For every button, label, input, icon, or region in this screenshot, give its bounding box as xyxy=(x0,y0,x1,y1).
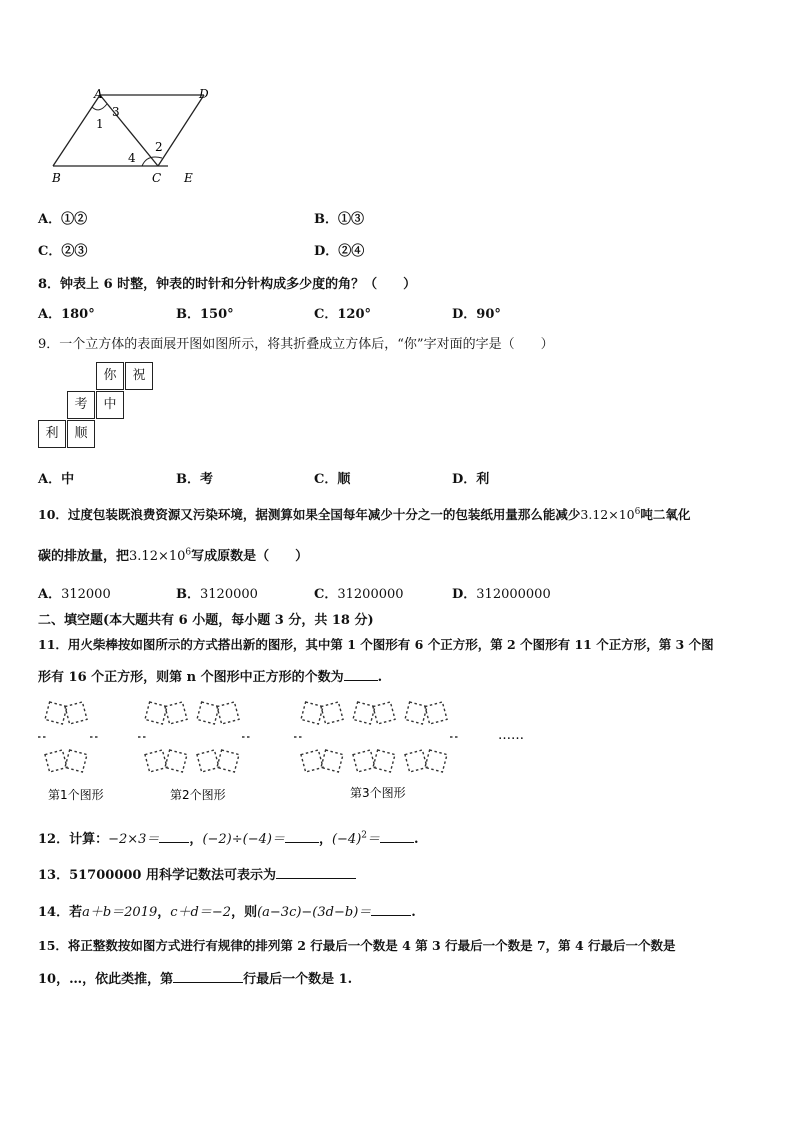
label-c: C xyxy=(152,171,162,185)
matchstick-figures xyxy=(34,693,534,805)
figures-ellipsis: …… xyxy=(498,728,524,743)
caption-figure-2: 第2个图形 xyxy=(170,788,226,802)
caption-figure-3: 第3个图形 xyxy=(350,786,406,800)
matchstick-square xyxy=(65,702,87,724)
q10-option-a[interactable]: A．312000 xyxy=(38,587,111,602)
matchstick-square xyxy=(197,702,219,724)
q14-line: 14．若a＋b＝2019，c＋d＝−2，则(a−3c)−(3d−b)＝ . xyxy=(38,905,416,920)
q12-blank-1[interactable] xyxy=(159,830,189,843)
matchstick-square xyxy=(301,750,323,772)
label-d: D xyxy=(199,87,209,101)
matchstick-square xyxy=(353,702,375,724)
q7-option-b[interactable]: B．①③ xyxy=(314,212,365,227)
matchstick-square xyxy=(45,750,67,772)
matchstick-square xyxy=(217,750,239,772)
angle-label-1: 1 xyxy=(96,117,104,131)
angle-label-4: 4 xyxy=(128,151,136,165)
matchstick-square xyxy=(45,702,67,724)
matchstick-square xyxy=(373,750,395,772)
q7-option-a[interactable]: A．①② xyxy=(38,212,88,227)
matchstick-square xyxy=(425,750,447,772)
matchstick-square xyxy=(301,702,323,724)
net-cell-shun: 顺 xyxy=(67,420,95,448)
q10-option-b[interactable]: B．3120000 xyxy=(176,587,258,602)
q7-option-c[interactable]: C．②③ xyxy=(38,244,88,259)
matchstick-square xyxy=(145,702,167,724)
matchstick-square xyxy=(373,702,395,724)
caption-figure-1: 第1个图形 xyxy=(48,788,104,802)
section-heading: 二、填空题(本大题共有 6 小题，每小题 3 分，共 18 分) xyxy=(38,613,374,628)
q12-blank-2[interactable] xyxy=(285,830,319,843)
matchstick-square xyxy=(197,750,219,772)
q12-line: 12．计算：−2×3＝ ，(−2)÷(−4)＝ ，$(-4)^2=$ . xyxy=(38,830,419,847)
net-cell-li: 利 xyxy=(38,420,66,448)
q9-option-a[interactable]: A．中 xyxy=(38,472,75,487)
q8-option-a[interactable]: A．180° xyxy=(38,307,95,322)
q10-option-d[interactable]: D．312000000 xyxy=(452,587,551,602)
matchstick-square xyxy=(145,750,167,772)
q13-blank[interactable] xyxy=(276,866,356,879)
q9-option-d[interactable]: D．利 xyxy=(452,472,490,487)
q7-option-d[interactable]: D．②④ xyxy=(314,244,365,259)
q9-stem: 9．一个立方体的表面展开图如图所示，将其折叠成立方体后，“你”字对面的字是（ ） xyxy=(38,337,554,352)
matchstick-square xyxy=(405,702,427,724)
q10-option-c[interactable]: C．31200000 xyxy=(314,587,404,602)
matchstick-square xyxy=(405,750,427,772)
q8-option-d[interactable]: D．90° xyxy=(452,307,501,322)
cube-net xyxy=(38,362,158,452)
label-a: A xyxy=(94,87,103,101)
matchstick-square xyxy=(425,702,447,724)
net-cell-zhong: 中 xyxy=(96,391,124,419)
matchstick-square xyxy=(165,702,187,724)
label-e: E xyxy=(184,171,193,185)
label-b: B xyxy=(52,171,61,185)
q15-stem-line1: 15．将正整数按如图方式进行有规律的排列第 2 行最后一个数是 4 第 3 行最后一个数是 7，第 4 行最后一个数是 xyxy=(38,938,676,953)
angle-label-2: 2 xyxy=(155,140,163,154)
parallelogram-figure xyxy=(44,84,224,188)
angle-label-3: 3 xyxy=(112,105,120,119)
net-cell-kao: 考 xyxy=(67,391,95,419)
matchstick-square xyxy=(217,702,239,724)
matchstick-square xyxy=(65,750,87,772)
q11-stem-line2: 形有 16 个正方形，则第 n 个图形中正方形的个数为 . xyxy=(38,670,383,685)
matchstick-square xyxy=(165,750,187,772)
matchstick-square xyxy=(353,750,375,772)
q14-blank[interactable] xyxy=(371,903,411,916)
q9-option-b[interactable]: B．考 xyxy=(176,472,214,487)
q8-stem: 8．钟表上 6 时整，钟表的时针和分针构成多少度的角？（ ） xyxy=(38,277,417,292)
q10-stem-line1: 10．过度包装既浪费资源又污染环境，据测算如果全国每年减少十分之一的包装纸用量那么能减少$3.12\times 10^6$吨二氧化 xyxy=(38,506,691,522)
q8-option-c[interactable]: C．120° xyxy=(314,307,371,322)
net-cell-ni: 你 xyxy=(96,362,124,390)
q11-stem-line1: 11．用火柴棒按如图所示的方式搭出新的图形，其中第 1 个图形有 6 个正方形，第 2 个图形有 11 个正方形，第 3 个图 xyxy=(38,637,714,652)
q9-option-c[interactable]: C．顺 xyxy=(314,472,351,487)
matchstick-square xyxy=(321,750,343,772)
q13-line: 13．51700000 用科学记数法可表示为 xyxy=(38,864,356,883)
q11-answer-blank[interactable] xyxy=(344,668,378,681)
q15-stem-line2: 10，…，依此类推，第 行最后一个数是 1. xyxy=(38,972,353,987)
q8-option-b[interactable]: B．150° xyxy=(176,307,234,322)
q15-blank[interactable] xyxy=(173,970,243,983)
matchstick-square xyxy=(321,702,343,724)
q10-stem-line2: 碳的排放量，把$3.12\times 10^6$写成原数是（ ） xyxy=(38,547,309,564)
net-cell-zhu: 祝 xyxy=(125,362,153,390)
q12-blank-3[interactable] xyxy=(380,830,414,843)
